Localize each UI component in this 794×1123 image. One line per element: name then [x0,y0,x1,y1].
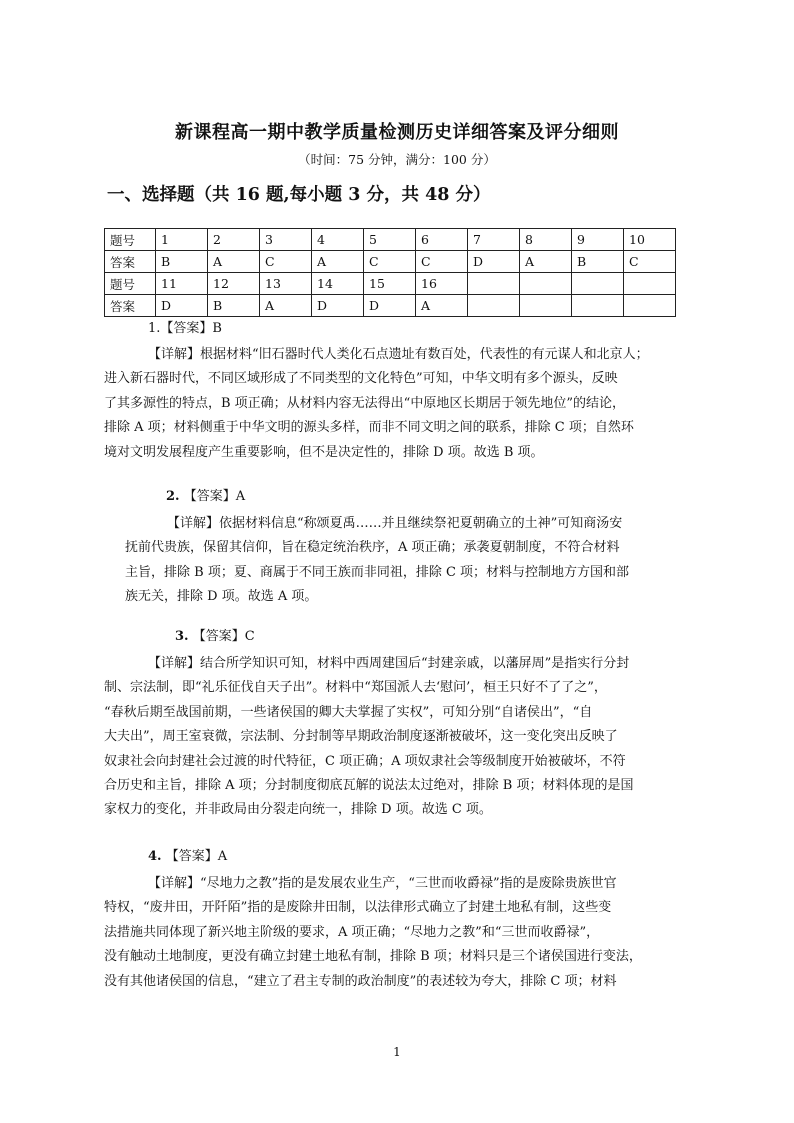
page-number: 1 [393,1045,401,1059]
q2-answer-heading [166,487,245,507]
table-row [105,251,676,273]
text-line: 族无关，排除 D 项。故选 A 项。 [125,589,318,605]
text-line: 奴隶社会向封建社会过渡的时代特征，C 项正确；A 项奴隶社会等级制度开始被破坏，不符 [104,753,626,769]
table-cell: D [468,251,520,273]
table-cell [520,295,572,317]
table-cell [572,273,624,295]
text-line: 合历史和主旨，排除 A 项；分封制度彻底瓦解的说法太过绝对，排除 B 项；材料体现的是国 [104,778,634,794]
text-line: 【详解】根据材料“旧石器时代人类化石点遗址有数百处，代表性的有元谋人和北京人； [148,347,649,362]
answer-label: 【答案】A [183,489,246,504]
text-line: 抚前代贵族，保留其信仰，旨在稳定统治秩序，A 项正确；承袭夏朝制度，不符合材料 [125,540,620,556]
text-line: 【详解】结合所学知识可知，材料中西周建国后“封建亲戚，以藩屏周”是指实行分封 [148,656,630,671]
table-row [105,229,676,251]
exam-info: （时间：75 分钟，满分：100 分） [298,152,496,167]
table-cell: A [208,251,260,273]
table-cell [468,273,520,295]
table-cell: A [312,251,364,273]
table-cell: C [416,251,468,273]
table-cell: A [260,295,312,317]
table-cell: 4 [312,229,364,251]
table-cell: 答案 [105,251,156,273]
question-number: 2. [166,489,180,504]
text-line: 法措施共同体现了新兴地主阶级的要求，A 项正确；“尽地力之教”和“三世而收爵禄”， [104,924,600,940]
q1-explanation [104,343,692,465]
table-cell: 11 [156,273,208,295]
text-line: 境对文明发展程度产生重要影响，但不是决定性的，排除 D 项。故选 B 项。 [104,444,544,460]
table-row [105,273,676,295]
table-cell: A [416,295,468,317]
table-cell: 6 [416,229,468,251]
table-cell: D [156,295,208,317]
table-cell: 5 [364,229,416,251]
text-line: 制、宗法制，即“礼乐征伐自天子出”。材料中“郑国派人去‘慰问’，桓王只好不了了之”， [104,680,607,696]
table-cell: D [364,295,416,317]
text-line: 特权，“废井田，开阡陌”指的是废除井田制，以法律形式确立了封建土地私有制，这些变 [104,900,612,916]
table-cell: 16 [416,273,468,295]
table-row [105,295,676,317]
table-cell: 15 [364,273,416,295]
text-line: 主旨，排除 B 项；夏、商属于不同王族而非同祖，排除 C 项；材料与控制地方方国和部 [125,564,630,580]
table-cell: 7 [468,229,520,251]
table-cell: 题号 [105,273,156,295]
table-cell: 9 [572,229,624,251]
table-cell [572,295,624,317]
table-cell: A [520,251,572,273]
table-cell: C [624,251,676,273]
text-line: 【详解】“尽地力之教”指的是发展农业生产，“三世而收爵禄”指的是废除贵族世官 [148,876,617,891]
text-line: 大夫出”，周王室衰微，宗法制、分封制等早期政治制度逐渐被破坏，这一变化突出反映了 [104,729,618,745]
question-number: 3. [175,629,189,644]
section-heading: 一、选择题（共 16 题,每小题 3 分，共 48 分） [107,185,491,205]
text-line: 家权力的变化，并非政局由分裂走向统一，排除 D 项。故选 C 项。 [104,802,492,818]
table-cell: B [208,295,260,317]
table-cell: B [156,251,208,273]
text-line: 进入新石器时代，不同区域形成了不同类型的文化特色”可知，中华文明有多个源头，反映 [104,371,618,387]
page-title: 新课程高一期中教学质量检测历史详细答案及评分细则 [175,122,619,143]
table-cell: 3 [260,229,312,251]
q4-explanation [104,872,692,994]
text-line: 了其多源性的特点，B 项正确；从材料内容无法得出“中原地区长期居于领先地位”的结论， [104,395,625,411]
table-cell [468,295,520,317]
table-cell: 12 [208,273,260,295]
table-cell [624,273,676,295]
table-cell: 1 [156,229,208,251]
table-cell: 13 [260,273,312,295]
table-cell: 10 [624,229,676,251]
table-cell: D [312,295,364,317]
table-cell: C [260,251,312,273]
answer-label: 【答案】C [192,629,255,644]
text-line: “春秋后期至战国前期，一些诸侯国的卿大夫掌握了实权”，可知分别“自诸侯出”，“自 [104,704,593,720]
table-cell: 14 [312,273,364,295]
answer-label: 【答案】A [165,849,228,864]
text-line: 没有其他诸侯国的信息，“建立了君主专制的政治制度”的表述较为夸大，排除 C 项；材料 [104,973,617,989]
question-number: 4. [148,849,162,864]
table-cell [520,273,572,295]
table-cell: 题号 [105,229,156,251]
text-line: 没有触动土地制度，更没有确立封建土地私有制，排除 B 项；材料只是三个诸侯国进行变法， [104,949,642,965]
table-cell: 8 [520,229,572,251]
text-line: 排除 A 项；材料侧重于中华文明的源头多样，而非不同文明之间的联系，排除 C 项；自然环 [104,420,634,436]
answer-table [104,228,676,317]
q3-explanation [104,652,692,823]
q2-explanation [125,512,685,610]
q4-answer-heading [148,847,227,867]
table-cell: 答案 [105,295,156,317]
table-cell: B [572,251,624,273]
q1-answer-heading: 1.【答案】B [148,321,222,336]
q3-answer-heading [175,627,255,647]
table-cell: 2 [208,229,260,251]
table-cell: C [364,251,416,273]
text-line: 【详解】依据材料信息“称颂夏禹……并且继续祭祀夏朝确立的土神”可知商汤安 [167,516,623,531]
table-cell [624,295,676,317]
